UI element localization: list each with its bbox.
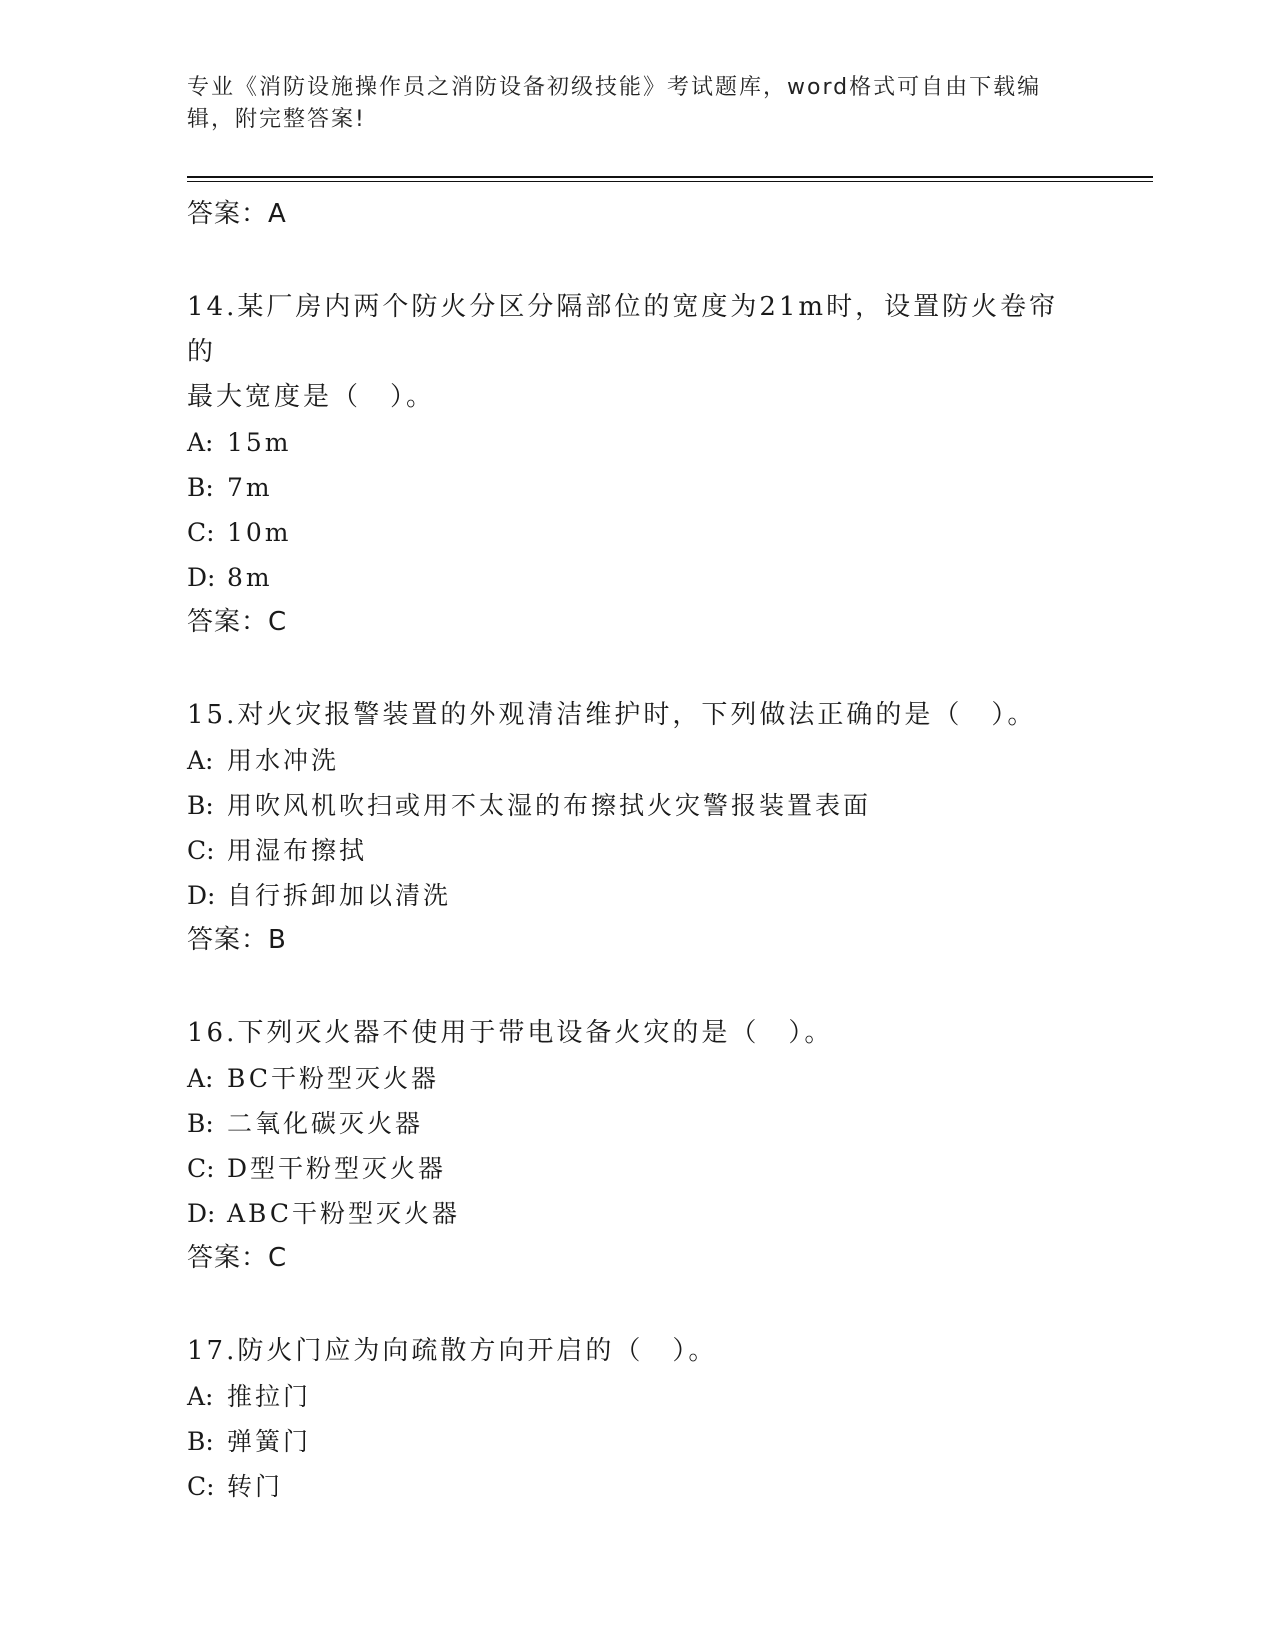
option-d (187, 555, 1087, 600)
option-key: A: (187, 746, 214, 775)
option-text: ABC干粉型灭火器 (227, 1199, 461, 1228)
answer-15: 答案：B (187, 925, 287, 955)
option-d (187, 1191, 1087, 1236)
option-text: 二氧化碳灭火器 (227, 1109, 424, 1138)
option-a (187, 1374, 1087, 1419)
option-key: A: (187, 1382, 214, 1411)
answer-16: 答案：C (187, 1243, 288, 1273)
question-16 (187, 1011, 1087, 1280)
option-b (187, 1419, 1087, 1464)
header-line-2: 辑，附完整答案! (187, 107, 366, 132)
option-a (187, 1056, 1087, 1101)
answer-14: 答案：C (187, 607, 288, 637)
question-15 (187, 693, 1087, 962)
option-key: A: (187, 1064, 214, 1093)
question-14 (187, 285, 1087, 644)
question-stem (187, 285, 1087, 420)
question-stem-line-1: 15.对火灾报警装置的外观清洁维护时，下列做法正确的是（ ）。 (187, 700, 1037, 730)
header-line-1: 专业《消防设施操作员之消防设备初级技能》考试题库，word格式可自由下载编 (187, 75, 1042, 100)
option-a (187, 738, 1087, 783)
option-key: C: (187, 1154, 215, 1183)
option-d (187, 873, 1087, 918)
option-key: B: (187, 1109, 214, 1138)
option-c (187, 510, 1087, 555)
option-text: BC干粉型灭火器 (227, 1064, 439, 1093)
option-key: D: (187, 881, 216, 910)
option-key: D: (187, 563, 216, 592)
question-stem (187, 1011, 1087, 1056)
question-17 (187, 1329, 1087, 1509)
option-key: B: (187, 1427, 214, 1456)
option-c (187, 1146, 1087, 1191)
option-text: 推拉门 (227, 1382, 312, 1411)
option-text: 8m (227, 563, 273, 592)
question-stem-line-1: 14.某厂房内两个防火分区分隔部位的宽度为21m时，设置防火卷帘的 (187, 292, 1059, 367)
option-c (187, 1464, 1087, 1509)
option-key: B: (187, 473, 214, 502)
option-key: D: (187, 1199, 216, 1228)
question-stem-line-2: 最大宽度是（ ）。 (187, 382, 436, 412)
option-b (187, 1101, 1087, 1146)
option-text: 用水冲洗 (227, 746, 340, 775)
option-key: A: (187, 428, 214, 457)
question-stem-line-1: 16.下列灭火器不使用于带电设备火灾的是（ ）。 (187, 1018, 834, 1048)
option-text: 用湿布擦拭 (227, 836, 368, 865)
question-stem (187, 693, 1087, 738)
question-list (187, 192, 1087, 1509)
option-text: 15m (227, 428, 292, 457)
option-c (187, 828, 1087, 873)
header-divider-thick (187, 176, 1153, 178)
option-a (187, 420, 1087, 465)
option-key: C: (187, 1472, 215, 1501)
option-text: D型干粉型灭火器 (227, 1154, 447, 1183)
option-key: C: (187, 836, 215, 865)
option-text: 自行拆卸加以清洗 (227, 881, 452, 910)
question-stem-line-1: 17.防火门应为向疏散方向开启的（ ）。 (187, 1336, 718, 1366)
answer-13: 答案：A (187, 199, 287, 229)
option-b (187, 465, 1087, 510)
option-b (187, 783, 1087, 828)
option-text: 弹簧门 (227, 1427, 312, 1456)
document-header (187, 72, 1067, 136)
option-key: C: (187, 518, 215, 547)
header-divider-thin (187, 181, 1153, 182)
option-text: 转门 (227, 1472, 284, 1501)
option-text: 10m (227, 518, 292, 547)
option-key: B: (187, 791, 214, 820)
option-text: 用吹风机吹扫或用不太湿的布擦拭火灾警报装置表面 (227, 791, 872, 820)
question-stem (187, 1329, 1087, 1374)
option-text: 7m (227, 473, 273, 502)
